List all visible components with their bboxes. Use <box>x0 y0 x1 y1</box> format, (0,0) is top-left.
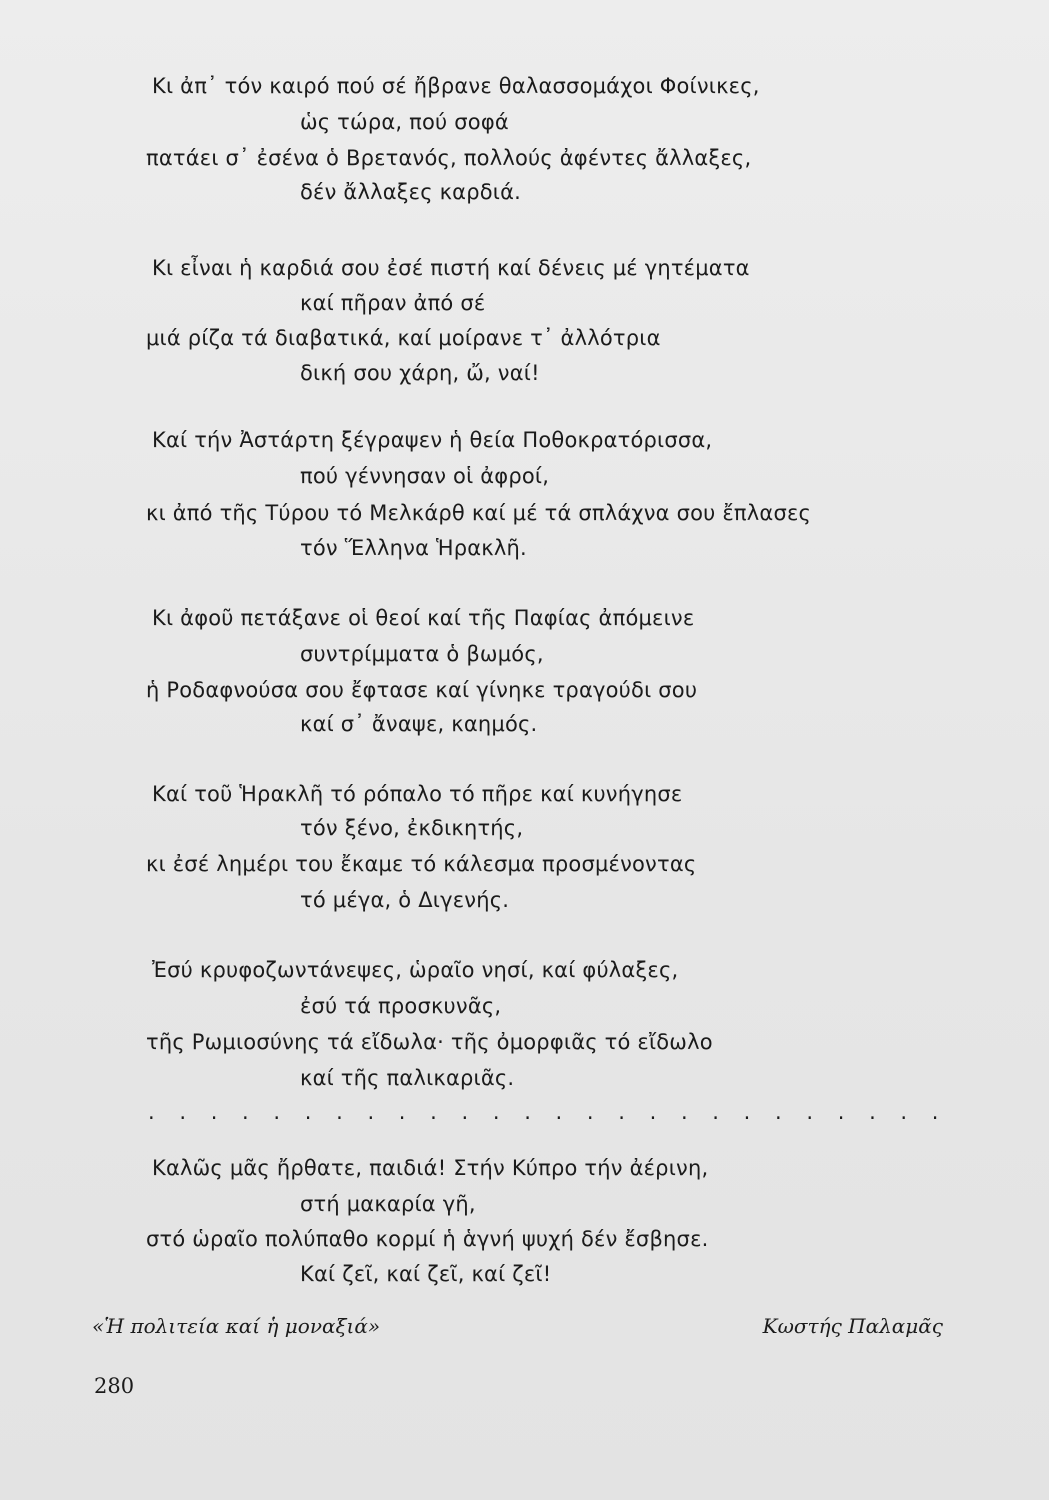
poem-line: Ἐσύ κρυφοζωντάνεψες, ὡραῖο νησί, καί φύλαξες, <box>152 958 679 982</box>
poem-line: Καί τήν Ἀστάρτη ξέγραψεν ἡ θεία Ποθοκρατόρισσα, <box>152 428 713 452</box>
poem-line: Καί ζεῖ, καί ζεῖ, καί ζεῖ! <box>300 1262 552 1286</box>
poem-line: Κι εἶναι ἡ καρδιά σου ἐσέ πιστή καί δένεις μέ γητέματα <box>152 256 750 280</box>
poem-line: ἐσύ τά προσκυνᾶς, <box>300 994 502 1018</box>
poem-line: τόν Ἕλληνα Ἡρακλῆ. <box>300 536 527 560</box>
poem-line: συντρίμματα ὁ βωμός, <box>300 642 544 666</box>
poem-line: καί σ᾽ ἄναψε, καημός. <box>300 712 538 736</box>
poem-line: τόν ξένο, ἐκδικητής, <box>300 816 524 840</box>
poem-line: ὡς τώρα, πού σοφά <box>300 110 509 134</box>
poem-line: Καί τοῦ Ἡρακλῆ τό ρόπαλο τό πῆρε καί κυνήγησε <box>152 782 683 806</box>
poem-line: τῆς Ρωμιοσύνης τά εἴδωλα· τῆς ὀμορφιᾶς τό εἴδωλο <box>146 1030 713 1054</box>
poem-line: στό ὡραῖο πολύπαθο κορμί ἡ ἁγνή ψυχή δέν ἔσβησε. <box>146 1227 709 1251</box>
poem-line: κι ἐσέ λημέρι του ἔκαμε τό κάλεσμα προσμένοντας <box>146 852 697 876</box>
poem-line: καί τῆς παλικαριᾶς. <box>300 1066 515 1090</box>
author-name: Κωστής Παλαμᾶς <box>762 1314 943 1338</box>
poem-line: Κι ἀφοῦ πετάξανε οἱ θεοί καί τῆς Παφίας ἀπόμεινε <box>152 606 695 630</box>
poem-line: Καλῶς μᾶς ἤρθατε, παιδιά! Στήν Κύπρο τήν ἀέρινη, <box>152 1156 709 1180</box>
poem-line: καί πῆραν ἀπό σέ <box>300 291 486 315</box>
poem-line: Κι ἀπ᾽ τόν καιρό πού σέ ἤβρανε θαλασσομάχοι Φοίνικες, <box>152 74 760 98</box>
poem-line: τό μέγα, ὁ Διγενής. <box>300 888 510 912</box>
poem-line: ἡ Ροδαφνούσα σου ἔφτασε καί γίνηκε τραγούδι σου <box>146 678 698 702</box>
poem-line: στή μακαρία γῆ, <box>300 1192 476 1216</box>
poem-line: κι ἀπό τῆς Τύρου τό Μελκάρθ καί μέ τά σπλάχνα σου ἔπλασες <box>146 501 812 525</box>
poem-line: πατάει σ᾽ ἐσένα ὁ Βρετανός, πολλούς ἀφέντες ἄλλαξες, <box>146 146 752 170</box>
source-title: «Ἡ πολιτεία καί ἡ μοναξιά» <box>92 1314 381 1338</box>
poem-line: πού γέννησαν οἱ ἀφροί, <box>300 464 550 488</box>
poem-line: δική σου χάρη, ὤ, ναί! <box>300 361 540 385</box>
poem-line: μιά ρίζα τά διαβατικά, καί μοίρανε τ᾽ ἀλλότρια <box>146 326 661 350</box>
poem-line: δέν ἄλλαξες καρδιά. <box>300 180 522 204</box>
ellipsis-row: . . . . . . . . . . . . . . . . . . . . . . . . . . <box>148 1100 948 1124</box>
page-number: 280 <box>94 1374 135 1398</box>
